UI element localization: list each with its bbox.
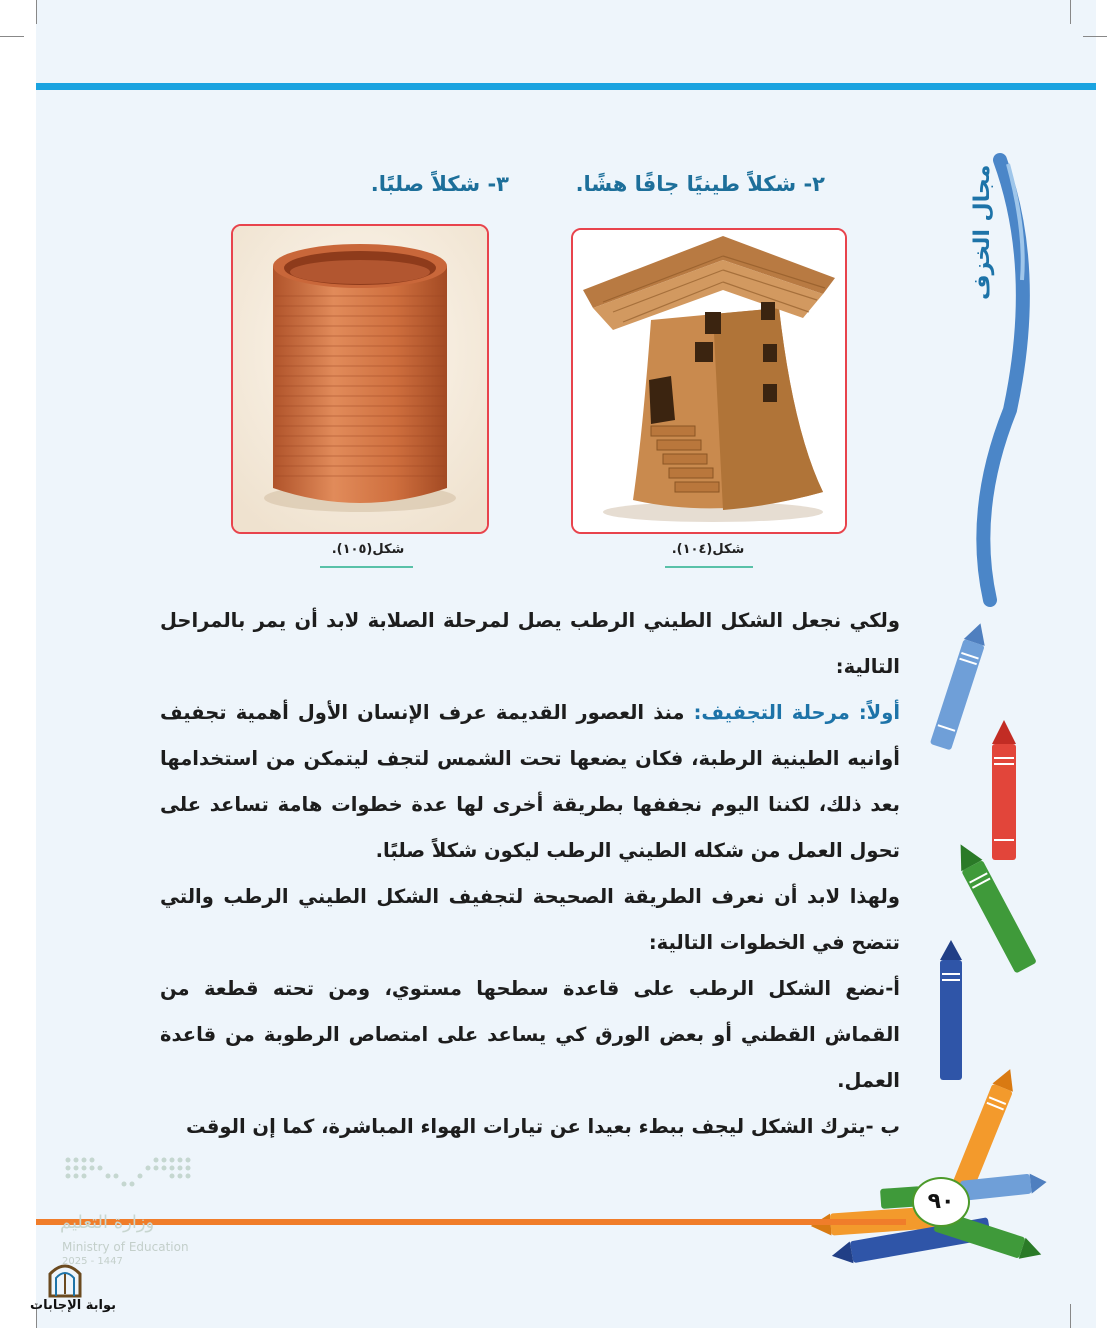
crop-mark bbox=[1083, 36, 1107, 37]
paragraph-step-a: أ-نضع الشكل الرطب على قاعدة سطحها مستوي، ومن تحته قطعة من القماش القطني أو بعض الورق كي يساعد على امتصاص الرطوبة من قاعدة العمل. bbox=[160, 977, 900, 1092]
caption-underline bbox=[665, 566, 753, 568]
portal-logo-icon bbox=[44, 1256, 86, 1298]
crop-mark bbox=[0, 36, 24, 37]
portal-name: بوابة الإجابات bbox=[30, 1298, 116, 1313]
ministry-year: 2025 - 1447 bbox=[62, 1256, 123, 1267]
crop-mark bbox=[1070, 1304, 1071, 1328]
crop-mark bbox=[36, 0, 37, 24]
crop-mark bbox=[1070, 0, 1071, 24]
clay-house-illustration bbox=[573, 230, 845, 532]
caption-figure-105: شكل(١٠٥). bbox=[331, 542, 405, 557]
blue-crayon-icon bbox=[930, 620, 991, 750]
red-crayon-icon bbox=[992, 720, 1016, 860]
photo-clay-house bbox=[571, 228, 847, 534]
drying-stage-text: منذ العصور القديمة عرف الإنسان الأول أهمية تجفيف أوانيه الطينية الرطبة، فكان يضعها تحت الشمس لتجف ليتمكن من استخدامها بعد ذلك، لكننا اليوم نجففها بطريقة أخرى لها عدة خطوات هامة تساعد على تحول العمل من شكله الطيني الرطب ليكون شكلاً صلبًا. bbox=[160, 701, 900, 862]
figure-heading-104: ٢- شكلاً طينيًا جافًا هشًا. bbox=[575, 172, 825, 196]
paragraph-step-b: ب -يترك الشكل ليجف ببطء بعيدا عن تيارات الهواء المباشرة، كما إن الوقت bbox=[186, 1115, 900, 1138]
clay-cylinder-illustration bbox=[233, 226, 487, 532]
paragraph-intro: ولكي نجعل الشكل الطيني الرطب يصل لمرحلة الصلابة لابد أن يمر بالمراحل التالية: bbox=[160, 609, 900, 678]
figure-heading-105: ٣- شكلاً صلبًا. bbox=[370, 172, 509, 196]
paragraph-drying bbox=[160, 690, 900, 874]
side-title-wrapper bbox=[948, 164, 1048, 350]
body-text bbox=[160, 598, 900, 1150]
paragraph-method: ولهذا لابد أن نعرف الطريقة الصحيحة لتجفيف الشكل الطيني الرطب والتي تتضح في الخطوات التالية: bbox=[160, 885, 900, 954]
side-title: مجال الخزف bbox=[970, 164, 995, 300]
drying-stage-heading: أولاً: مرحلة التجفيف: bbox=[693, 701, 901, 724]
caption-underline bbox=[320, 566, 413, 568]
page-number: ٩٠ bbox=[912, 1177, 970, 1227]
photo-clay-cylinder bbox=[231, 224, 489, 534]
caption-figure-104: شكل(١٠٤). bbox=[671, 542, 745, 557]
ministry-name-arabic: وزارة التعليم bbox=[60, 1212, 155, 1233]
ministry-name-english: Ministry of Education bbox=[62, 1240, 189, 1254]
blue-crayon-flat-icon bbox=[960, 1172, 1048, 1201]
navy-crayon-icon bbox=[940, 940, 962, 1080]
top-accent-bar bbox=[36, 83, 1096, 90]
